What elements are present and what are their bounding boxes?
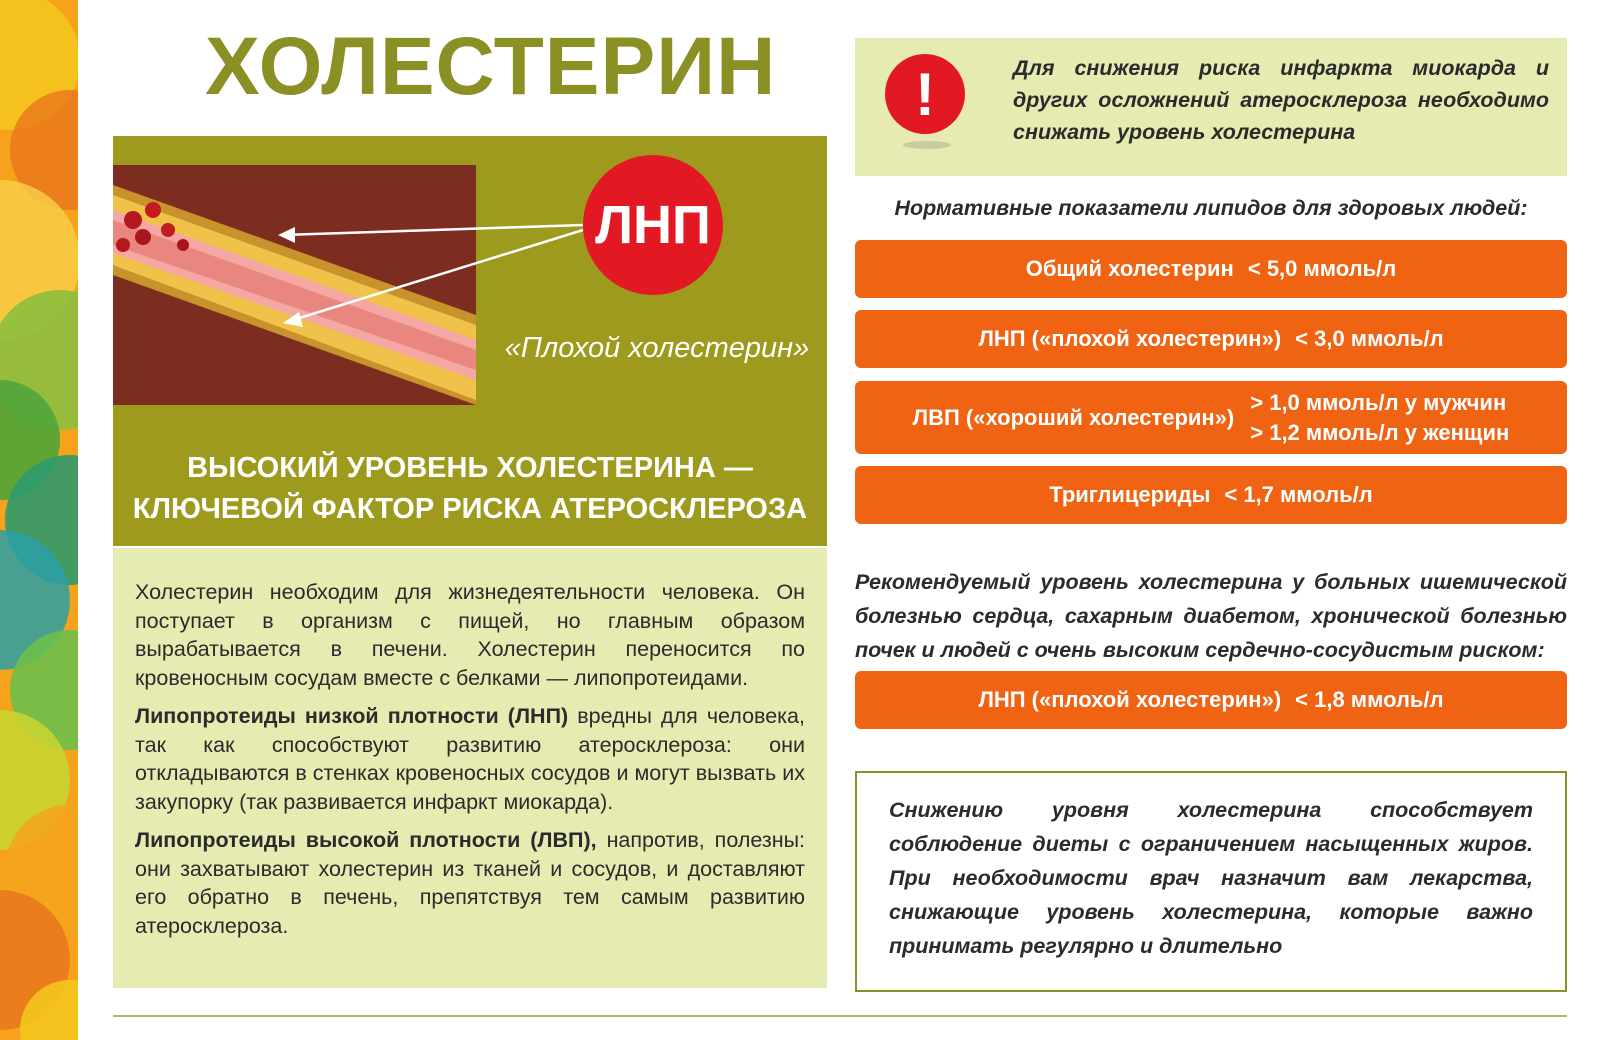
norm-total-cholesterol [855,240,1567,298]
diet-note: Снижению уровня холестерина способствует соблюдение диеты с ограничением насыщенных жиров. При необходимости врач назначит вам лекарства, снижающие уровень холестерина, которые важно принимать регулярно и длительно [855,771,1567,992]
norm-value: < 1,7 ммоль/л [1224,482,1373,507]
recommended-ldl [855,671,1567,729]
info-text-panel [113,548,827,988]
hdl-term: Липопротеиды высокой плотности (ЛВП), [135,828,597,852]
icon-shadow [903,141,951,149]
hdl-description: напротив, полезны: они захватывают холестерин из тканей и сосудов, и доставляют его обратно в печень, препятствуя тем самым развитию атеросклероза. [135,828,806,938]
recommended-heading: Рекомендуемый уровень холестерина у больных ишемической болезнью сердца, сахарным диабетом, хронической болезнью почек и людей с очень высоким сердечно-сосудистым риском: [855,570,1567,662]
paragraph-ldl [135,702,805,816]
norm-hdl [855,381,1567,454]
recommended-label: ЛНП («плохой холестерин») [978,687,1282,712]
page-title: ХОЛЕСТЕРИН [205,21,777,112]
norm-triglycerides [855,466,1567,524]
exclamation-icon: ! [885,54,965,134]
risk-headline [113,448,827,530]
norms-heading: Нормативные показатели липидов для здоровых людей: [894,196,1528,220]
norm-label: Общий холестерин [1025,256,1234,281]
norm-ldl [855,310,1567,368]
ldl-term: Липопротеиды низкой плотности (ЛНП) [135,704,569,728]
norm-value: < 5,0 ммоль/л [1247,256,1397,281]
headline-line-2: КЛЮЧЕВОЙ ФАКТОР РИСКА АТЕРОСКЛЕРОЗА [132,493,808,525]
recommended-value: < 1,8 ммоль/л [1295,687,1444,712]
paragraph-hdl [135,826,805,940]
norm-label: Триглицериды [1049,482,1211,507]
norm-value-men: > 1,0 ммоль/л у мужчин [1250,389,1507,415]
norm-label: ЛНП («плохой холестерин») [978,326,1282,351]
alert-text: Для снижения риска инфаркта миокарда и других осложнений атеросклероза необходимо снижать уровень холестерина [1013,56,1549,144]
ldl-caption: «Плохой холестерин» [504,332,810,364]
paragraph-cholesterol: Холестерин необходим для жизнедеятельности человека. Он поступает в организм с пищей, но главным образом вырабатывается в печени. Холестерин переносится по кровеносным сосудам вместе с белками — липопротеидами. [135,580,805,690]
ldl-description: вредны для человека, так как способствуют развитию атеросклероза: они откладываются в стенках кровеносных сосудов и могут вызвать их закупорку (так развивается инфаркт миокарда). [135,704,805,814]
headline-line-1: ВЫСОКИЙ УРОВЕНЬ ХОЛЕСТЕРИНА — [187,452,753,484]
ldl-badge: ЛНП [583,155,723,295]
bottom-divider [113,1015,1567,1017]
decorative-side-strip [0,0,78,1040]
norm-label: ЛВП («хороший холестерин») [912,404,1235,430]
artery-illustration [113,165,476,405]
norm-value-women: > 1,2 ммоль/л у женщин [1250,419,1510,445]
alert-box [855,38,1567,176]
norm-value: < 3,0 ммоль/л [1295,326,1444,351]
